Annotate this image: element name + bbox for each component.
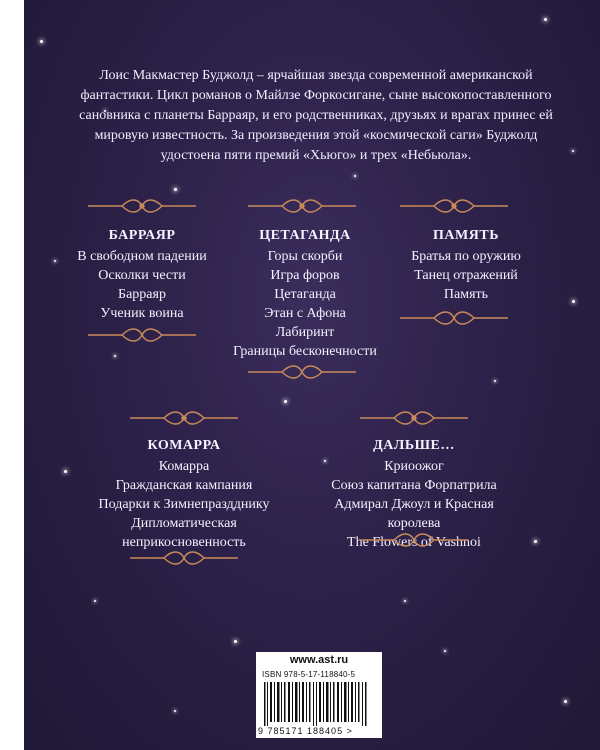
star-icon — [444, 650, 446, 652]
top-ornament-right — [394, 196, 514, 216]
series-title: ПАМЯТЬ — [433, 228, 499, 243]
star-icon — [54, 260, 56, 262]
star-icon — [174, 710, 176, 712]
barcode-digits: 9 785171 188405 > — [258, 726, 353, 736]
page-margin — [0, 0, 24, 750]
top-ornament-komarra — [124, 408, 244, 428]
series-memory — [386, 226, 546, 304]
book-title: Лабиринт — [275, 325, 335, 340]
star-icon — [94, 600, 96, 602]
series-komarra — [96, 436, 272, 552]
star-icon — [114, 355, 116, 357]
book-title: Криоожог — [384, 459, 444, 474]
series-title: БАРРАЯР — [108, 228, 176, 243]
publisher-url: www.ast.ru — [289, 654, 349, 666]
barcode-icon — [262, 682, 376, 726]
isbn-number: ISBN 978-5-17-118840-5 — [262, 670, 356, 679]
bottom-ornament-right — [394, 308, 514, 328]
star-icon — [544, 18, 547, 21]
book-title: Ученик воина — [100, 306, 184, 321]
book-title: В свободном падении — [77, 249, 207, 264]
star-icon — [40, 40, 43, 43]
star-icon — [572, 150, 574, 152]
bottom-ornament-left — [82, 325, 202, 345]
star-icon — [64, 470, 67, 473]
star-icon — [572, 300, 575, 303]
book-title: Гражданская кампания — [115, 478, 253, 493]
book-title: Барраяр — [118, 287, 166, 302]
star-icon — [234, 640, 237, 643]
star-icon — [494, 380, 496, 382]
book-title: Дипломатическая — [131, 516, 237, 531]
series-tsetaganda — [220, 226, 390, 361]
series-title: ДАЛЬШЕ… — [373, 438, 455, 453]
star-icon — [174, 188, 177, 191]
book-title: Адмирал Джоул и Красная — [334, 497, 494, 512]
book-title: Союз капитана Форпатрила — [331, 478, 497, 493]
bottom-ornament-further — [354, 530, 474, 550]
bottom-ornament-komarra — [124, 548, 244, 568]
star-icon — [354, 175, 356, 177]
book-title: Танец отражений — [414, 268, 518, 283]
barcode-panel — [256, 652, 382, 738]
book-title: Подарки к Зимнепраздднику — [98, 497, 270, 512]
star-icon — [284, 400, 287, 403]
book-title: Горы скорби — [267, 249, 343, 264]
book-back-cover — [24, 0, 600, 750]
bottom-ornament-middle — [242, 362, 362, 382]
book-title: Память — [443, 287, 489, 302]
book-title: Осколки чести — [98, 268, 186, 283]
book-title: Границы бесконечности — [233, 344, 377, 359]
series-title: КОМАРРА — [147, 438, 221, 453]
book-title: Этан с Афона — [264, 306, 346, 321]
star-icon — [404, 600, 406, 602]
book-title: Братья по оружию — [411, 249, 521, 264]
book-title: Игра форов — [270, 268, 340, 283]
book-title: неприкосновенность — [122, 535, 246, 550]
series-barrayar — [64, 226, 220, 323]
series-title: ЦЕТАГАНДА — [259, 228, 351, 243]
book-title: The Flowers of Vashnoi — [347, 535, 481, 550]
book-title: Цетаганда — [274, 287, 336, 302]
top-ornament-further — [354, 408, 474, 428]
top-ornament-left — [82, 196, 202, 216]
star-icon — [564, 700, 567, 703]
star-icon — [534, 540, 537, 543]
book-title: Комарра — [158, 459, 210, 474]
intro-paragraph: Лоис Макмастер Буджолд – ярчайшая звезда современной американской фантастики. Цикл романов о Майлзе Форкосигане, сыне высокопоставленного сановника с планеты Барраяр, и его родственниках, друзьях и врагах принес ей мировую известность. За произведения этой «космической саги» Буджолд удостоена пяти премий «Хьюго» и трех «Небьюла». — [79, 68, 553, 163]
book-title: королева — [387, 516, 441, 531]
top-ornament-middle — [242, 196, 362, 216]
